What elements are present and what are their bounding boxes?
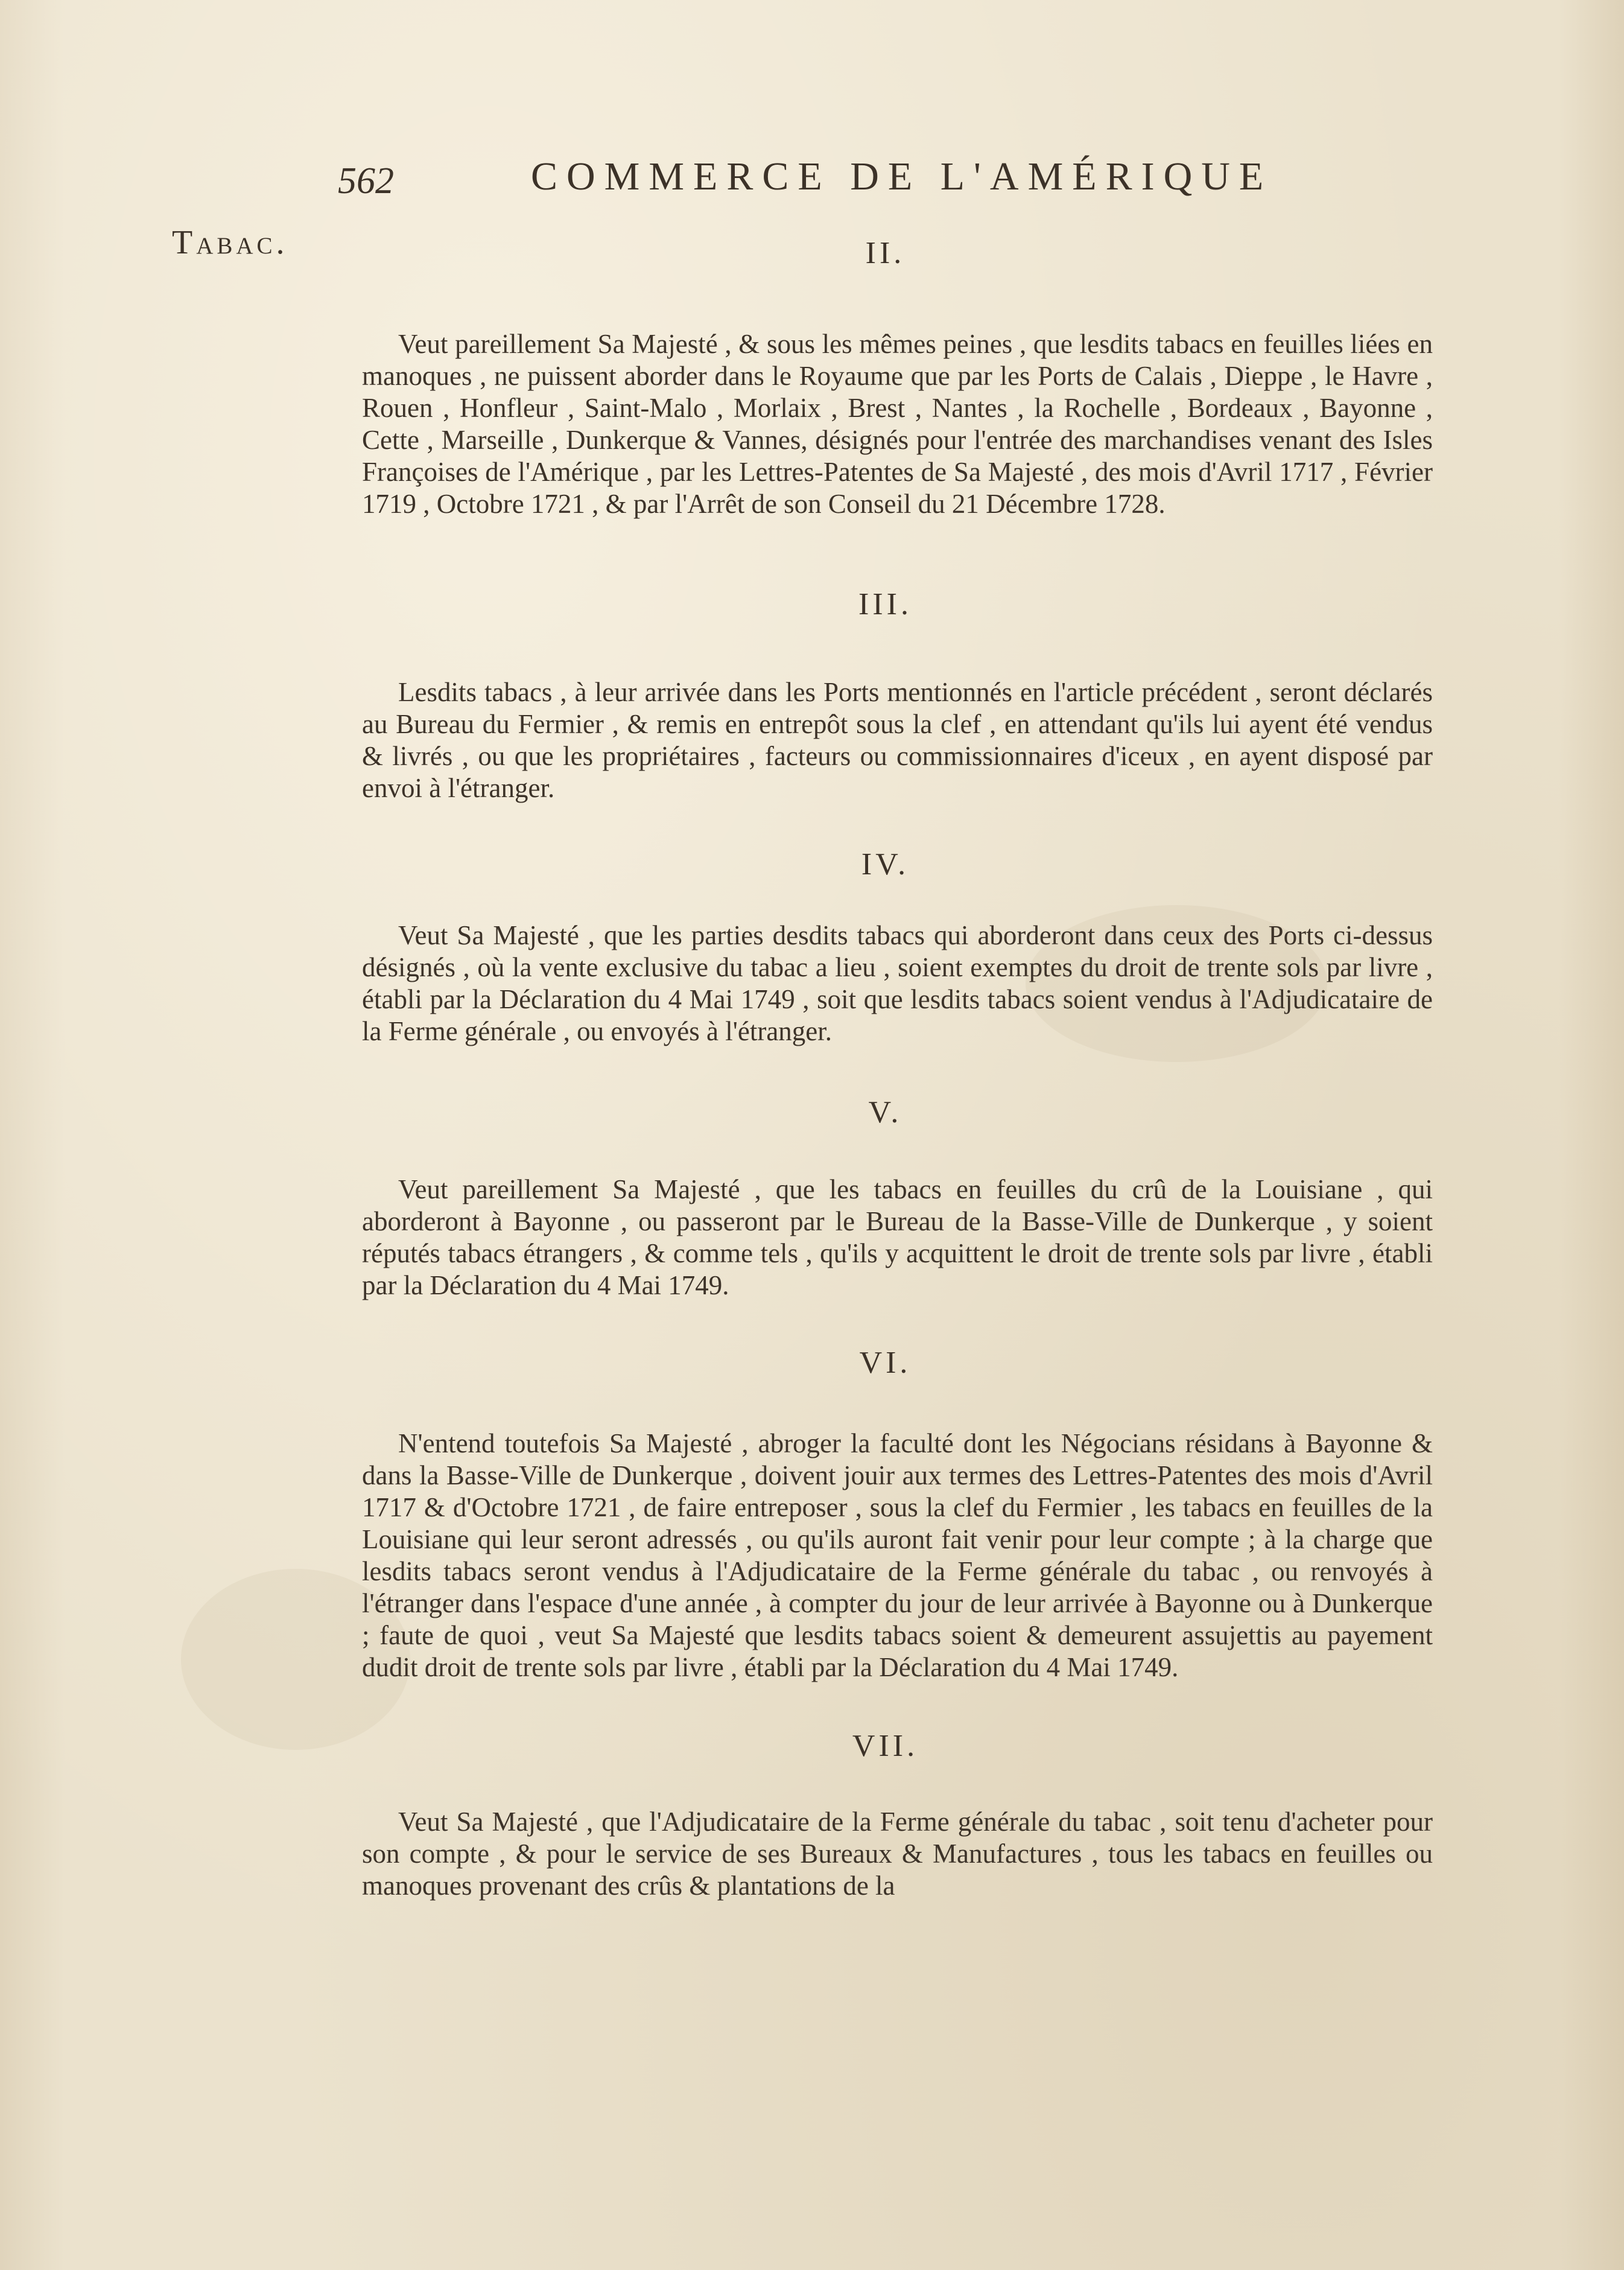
article-section	[362, 1095, 1433, 1302]
section-paragraph: Veut pareillement Sa Majesté , que les tabacs en feuilles du crû de la Louisiane , qui aborderont à Bayonne , ou passeront par le Bureau de la Basse-Ville de Dunkerque , y soient réputés tabacs étrangers , & comme tels , qu'ils y acquittent le droit de trente sols par livre , établi par la Déclaration du 4 Mai 1749.	[362, 1174, 1433, 1300]
article-section	[362, 847, 1433, 1048]
section-paragraph: Lesdits tabacs , à leur arrivée dans les Ports mentionnés en l'article précédent , seront déclarés au Bureau du Fermier , & remis en entrepôt sous la clef , en attendant qu'ils lui ayent été vendus & livrés , ou que les propriétaires , facteurs ou commissionnaires d'iceux , en ayent disposé par envoi à l'étranger.	[362, 677, 1433, 803]
section-number: VII.	[852, 1729, 919, 1763]
article-section	[362, 587, 1433, 804]
section-number: III.	[858, 587, 912, 622]
page-number: 562	[338, 161, 394, 202]
article-section	[362, 1345, 1433, 1683]
section-number: II.	[865, 236, 906, 270]
section-number: VI.	[859, 1346, 912, 1380]
margin-note: Tabac.	[172, 224, 288, 261]
section-paragraph: Veut Sa Majesté , que les parties desdits tabacs qui aborderont dans ceux des Ports ci-dessus désignés , où la vente exclusive du tabac a lieu , soient exemptes du droit de trente sols par livre , établi par la Déclaration du 4 Mai 1749 , soit que lesdits tabacs soient vendus à l'Adjudicataire de la Ferme générale , ou envoyés à l'étranger.	[362, 920, 1433, 1046]
article-section	[362, 235, 1433, 520]
article-section	[362, 1728, 1433, 1902]
section-paragraph: Veut pareillement Sa Majesté , & sous les mêmes peines , que lesdits tabacs en feuilles liées en manoques , ne puissent aborder dans le Royaume que par les Ports de Calais , Dieppe , le Havre , Rouen , Honfleur , Saint-Malo , Morlaix , Brest , Nantes , la Rochelle , Bordeaux , Bayonne , Cette , Marseille , Dunkerque & Vannes, désignés pour l'entrée des marchandises venant des Isles Françoises de l'Amérique , par les Lettres-Patentes de Sa Majesté , des mois d'Avril 1717 , Février 1719 , Octobre 1721 , & par l'Arrêt de son Conseil du 21 Décembre 1728.	[362, 329, 1433, 519]
running-title: COMMERCE DE L'AMÉRIQUE	[531, 154, 1273, 199]
page-header	[338, 154, 1363, 208]
section-paragraph: Veut Sa Majesté , que l'Adjudicataire de la Ferme générale du tabac , soit tenu d'acheter pour son compte , & pour le service de ses Bureaux & Manufactures , tous les tabacs en feuilles ou manoques provenant des crûs & plantations de la	[362, 1807, 1433, 1901]
article-body	[362, 235, 1433, 1902]
section-number: IV.	[861, 847, 910, 882]
section-number: V.	[868, 1095, 902, 1130]
section-paragraph: N'entend toutefois Sa Majesté , abroger la faculté dont les Négocians résidans à Bayonne & dans la Basse-Ville de Dunkerque , doivent jouir aux termes des Lettres-Patentes des mois d'Avril 1717 & d'Octobre 1721 , de faire entreposer , sous la clef du Fermier , les tabacs en feuilles de la Louisiane qui leur seront adressés , ou qu'ils auront fait venir pour leur compte ; à la charge que lesdits tabacs seront vendus à l'Adjudicataire de la Ferme générale du tabac , ou renvoyés à l'étranger dans l'espace d'une année , à compter du jour de leur arrivée à Bayonne ou à Dunkerque ; faute de quoi , veut Sa Majesté que lesdits tabacs soient & demeurent assujettis au payement dudit droit de trente sols par livre , établi par la Déclaration du 4 Mai 1749.	[362, 1428, 1433, 1682]
